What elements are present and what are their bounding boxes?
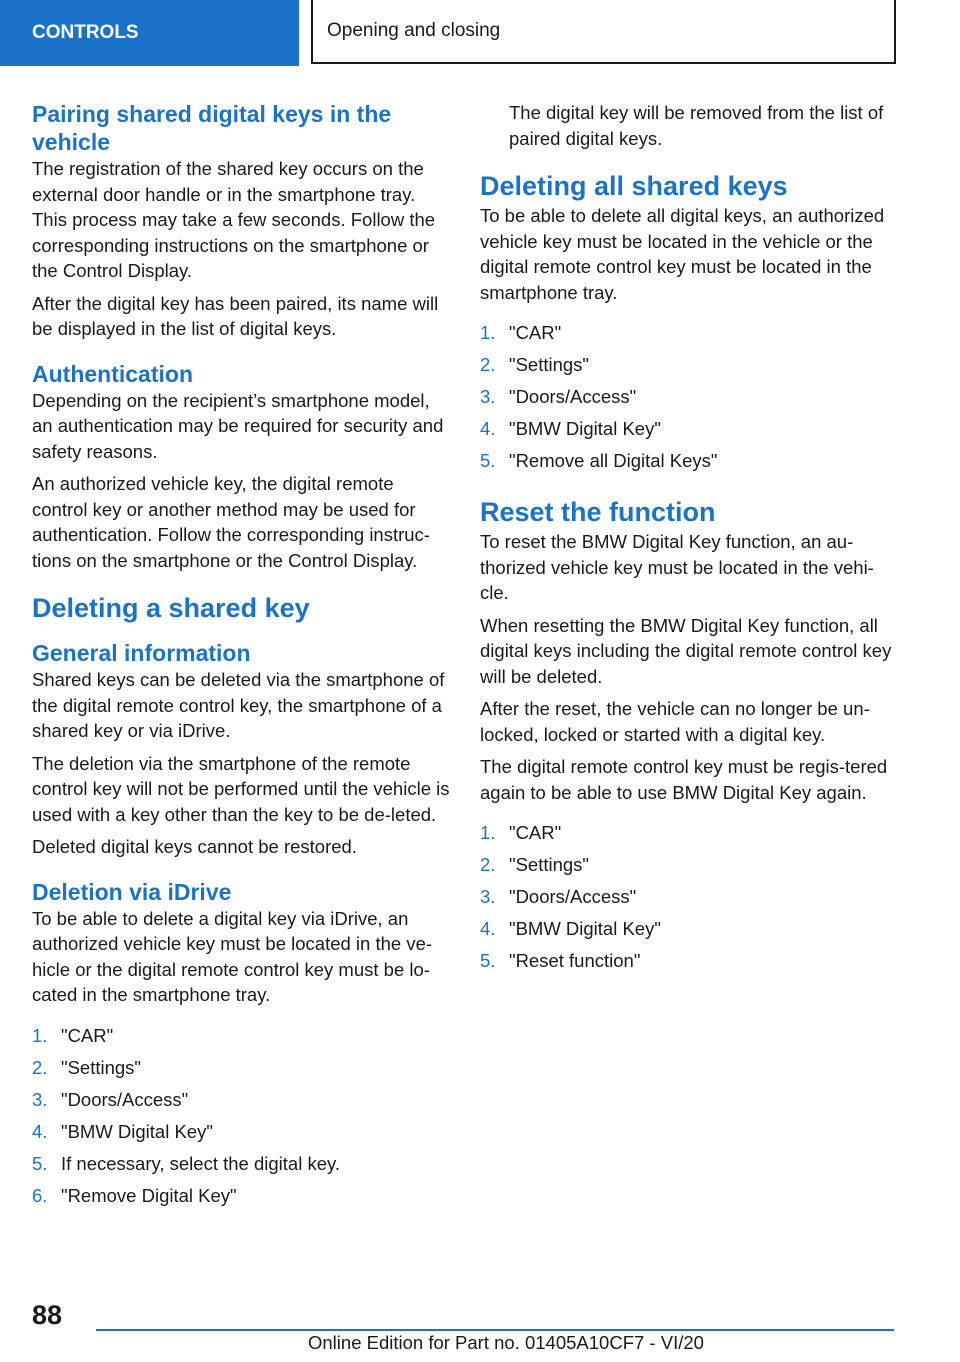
step-number: 1. (480, 322, 496, 343)
step-text: "Settings" (509, 354, 589, 375)
list-item (480, 849, 900, 881)
step-text: "Settings" (61, 1056, 141, 1078)
step-number: 1. (480, 822, 496, 843)
step-number: 4. (32, 1120, 48, 1142)
list-item (32, 1148, 450, 1180)
step-number: 5. (480, 950, 496, 971)
step-number: 5. (480, 450, 496, 471)
right-column (480, 100, 900, 977)
step-text: "CAR" (61, 1024, 114, 1046)
footer-divider (96, 1329, 894, 1331)
list-item (480, 381, 900, 413)
step-text: "Doors/Access" (61, 1088, 189, 1110)
section-title: Opening and closing (311, 0, 896, 64)
step-number: 3. (32, 1088, 48, 1110)
heading-deleting-all-shared-keys: Deleting all shared keys (480, 171, 788, 201)
pairing-paragraph-1: The registration of the shared key occurs on the external door handle or in the smartphone tray. This process may take a few seconds. Follow the corresponding instructions on the smartphone or the Control Display. (32, 158, 436, 281)
list-item (480, 881, 900, 913)
reset-paragraph-4: The digital remote control key must be regis‐tered again to be able to use BMW Digital Key again. (480, 756, 888, 803)
reset-paragraph-1: To reset the BMW Digital Key function, an au‐thorized vehicle key must be located in the vehi‐cle. (480, 531, 874, 603)
step-number: 1. (32, 1024, 48, 1046)
step-number: 4. (480, 918, 496, 939)
step-number: 2. (480, 854, 496, 875)
authentication-paragraph-1: Depending on the recipient’s smartphone model, an authentication may be required for security and safety reasons. (32, 389, 444, 462)
idrive-steps-list (32, 1020, 450, 1212)
list-item (480, 817, 900, 849)
step-number: 2. (480, 354, 496, 375)
list-item (480, 349, 900, 381)
step-continuation-text: The digital key will be removed from the list of paired digital keys. (509, 102, 884, 149)
step-text: "CAR" (509, 322, 562, 343)
list-item (480, 945, 900, 977)
page-number: 88 (32, 1300, 63, 1330)
step-number: 6. (32, 1184, 48, 1206)
list-item (480, 913, 900, 945)
reset-paragraph-2: When resetting the BMW Digital Key function, all digital keys including the digital remote control key will be deleted. (480, 614, 892, 687)
pairing-paragraph-2: After the digital key has been paired, its name will be displayed in the list of digital keys. (32, 292, 439, 339)
idrive-paragraph-1: To be able to delete a digital key via iDrive, an authorized vehicle key must be located in the ve‐hicle or the digital remote control key must be lo‐cated in the smartphone tray. (32, 907, 433, 1005)
step-text: "BMW Digital Key" (509, 418, 661, 439)
chapter-tab: CONTROLS (0, 0, 299, 66)
list-item (480, 445, 900, 477)
step-text: "Settings" (509, 854, 589, 875)
deleteall-paragraph-1: To be able to delete all digital keys, an authorized vehicle key must be located in the vehicle or the digital remote control key must be located in the smartphone tray. (480, 205, 885, 303)
step-text: "BMW Digital Key" (61, 1120, 213, 1142)
heading-reset-function: Reset the function (480, 497, 716, 527)
step-text: "CAR" (509, 822, 562, 843)
step-text: "Remove Digital Key" (61, 1184, 237, 1206)
heading-pairing: Pairing shared digital keys in the vehicle (32, 101, 392, 155)
step-text: "BMW Digital Key" (509, 918, 661, 939)
step-text: "Remove all Digital Keys" (509, 450, 718, 471)
list-item (32, 1020, 450, 1052)
general-paragraph-2: The deletion via the smartphone of the remote control key will not be performed until the vehicle is used with a key other than the key to be de‐leted. (32, 752, 450, 825)
heading-deleting-shared-key: Deleting a shared key (32, 593, 310, 623)
authentication-paragraph-2: An authorized vehicle key, the digital remote control key or another method may be used for authentication. Follow the corresponding instruc‐tions on the smartphone or the Control Display. (32, 473, 430, 571)
general-paragraph-3: Deleted digital keys cannot be restored. (32, 836, 357, 857)
step-number: 3. (480, 886, 496, 907)
list-item (32, 1052, 450, 1084)
step-number: 4. (480, 418, 496, 439)
step-text: "Reset function" (509, 950, 641, 971)
heading-general-information: General information (32, 640, 251, 666)
step-text: "Doors/Access" (509, 886, 637, 907)
list-item (32, 1084, 450, 1116)
general-paragraph-1: Shared keys can be deleted via the smartphone of the digital remote control key, the smartphone of a shared key or via iDrive. (32, 669, 445, 741)
step-text: "Doors/Access" (509, 386, 637, 407)
step-number: 3. (480, 386, 496, 407)
left-column (32, 100, 450, 1212)
footer-edition-text: Online Edition for Part no. 01405A10CF7 - VI/20 (308, 1332, 704, 1353)
reset-steps-list (480, 817, 900, 977)
list-item (480, 317, 900, 349)
list-item (32, 1116, 450, 1148)
deleteall-steps-list (480, 317, 900, 477)
list-item (32, 1180, 450, 1212)
step-number: 2. (32, 1056, 48, 1078)
list-item (480, 413, 900, 445)
step-number: 5. (32, 1152, 48, 1174)
step-text: If necessary, select the digital key. (61, 1152, 340, 1174)
page-header (0, 0, 960, 66)
heading-deletion-idrive: Deletion via iDrive (32, 878, 232, 905)
heading-authentication: Authentication (32, 360, 193, 387)
reset-paragraph-3: After the reset, the vehicle can no longer be un‐locked, locked or started with a digital key. (480, 698, 870, 745)
